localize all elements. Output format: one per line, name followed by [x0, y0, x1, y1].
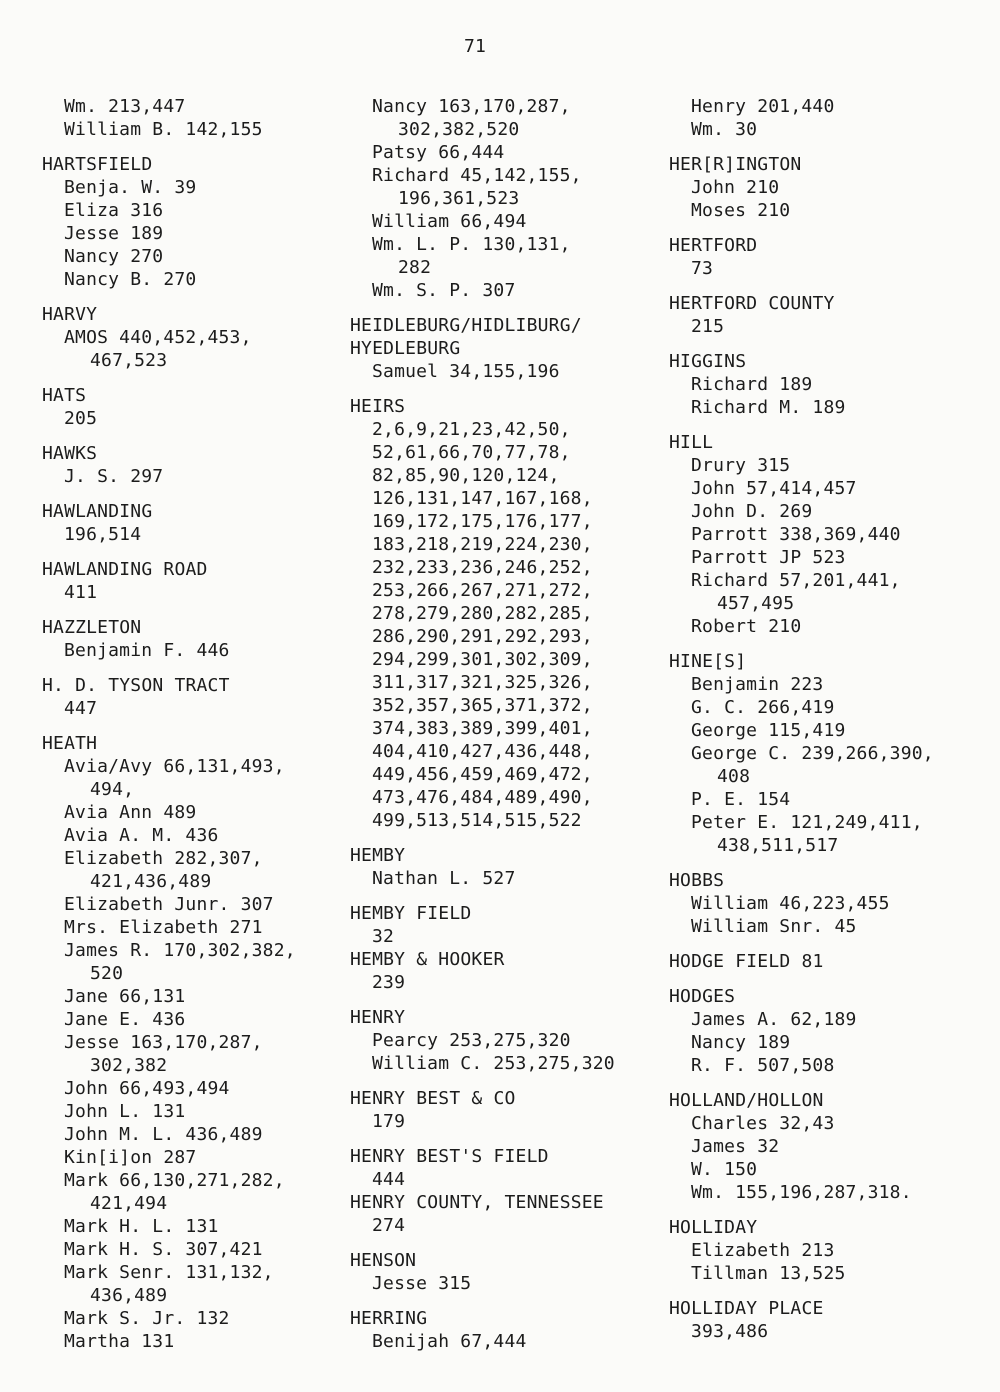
entry-line: Henry 201,440 [691, 96, 835, 117]
entry-heading: HATS [42, 385, 87, 406]
entry-heading: HAWLANDING [42, 501, 153, 522]
entry-heading: H. D. TYSON TRACT [42, 675, 230, 696]
entry-line: Avia/Avy 66,131,493, [64, 756, 285, 777]
index-entry [350, 1145, 650, 1191]
entry-line: 302,382 [90, 1055, 168, 1076]
entry-heading: HOLLAND/HOLLON [669, 1090, 824, 1111]
entry-line: Mrs. Elizabeth 271 [64, 917, 263, 938]
entry-line: Nancy 270 [64, 246, 164, 267]
entry-line: 196,514 [64, 524, 142, 545]
entry-heading: HEMBY & HOOKER [350, 949, 505, 970]
index-entry [669, 350, 969, 419]
entry-line: Jesse 163,170,287, [64, 1032, 263, 1053]
index-column-1 [42, 95, 342, 1365]
entry-heading: HERRING [350, 1308, 428, 1329]
index-entry [669, 869, 969, 938]
entry-heading: HAWLANDING ROAD [42, 559, 208, 580]
entry-line: William 46,223,455 [691, 893, 890, 914]
index-entry [669, 1089, 969, 1204]
entry-line: John D. 269 [691, 501, 813, 522]
entry-line: Drury 315 [691, 455, 791, 476]
index-column-3 [669, 95, 969, 1355]
index-column-2 [350, 95, 650, 1365]
entry-line: Benjamin 223 [691, 674, 824, 695]
entry-heading: HERTFORD [669, 235, 758, 256]
entry-line: 278,279,280,282,285, [372, 603, 593, 624]
entry-line: Wm. S. P. 307 [372, 280, 516, 301]
entry-line: 32 [372, 926, 395, 947]
entry-line: 499,513,514,515,522 [372, 810, 582, 831]
entry-line: 374,383,389,399,401, [372, 718, 593, 739]
entry-heading: HARTSFIELD [42, 154, 153, 175]
index-entry [669, 95, 969, 141]
entry-line: John 57,414,457 [691, 478, 857, 499]
entry-line: Richard 189 [691, 374, 813, 395]
entry-line: Jane 66,131 [64, 986, 186, 1007]
index-entry [669, 234, 969, 280]
entry-line: Nancy 163,170,287, [372, 96, 571, 117]
index-entry [42, 674, 342, 720]
entry-line: William 66,494 [372, 211, 527, 232]
entry-line: W. 150 [691, 1159, 758, 1180]
entry-heading: HEIDLEBURG/HIDLIBURG/ HYEDLEBURG [350, 315, 582, 359]
entry-line: 436,489 [90, 1285, 168, 1306]
entry-line: Jesse 315 [372, 1273, 472, 1294]
index-entry [669, 292, 969, 338]
index-entry [669, 1216, 969, 1285]
entry-line: Eliza 316 [64, 200, 164, 221]
entry-line: 286,290,291,292,293, [372, 626, 593, 647]
entry-line: AMOS 440,452,453, [64, 327, 252, 348]
entry-line: James 32 [691, 1136, 780, 1157]
entry-line: George 115,419 [691, 720, 846, 741]
entry-line: 444 [372, 1169, 406, 1190]
entry-line: Nathan L. 527 [372, 868, 516, 889]
index-entry [350, 1087, 650, 1133]
entry-line: 438,511,517 [717, 835, 839, 856]
entry-line: Patsy 66,444 [372, 142, 505, 163]
entry-line: 449,456,459,469,472, [372, 764, 593, 785]
entry-line: 196,361,523 [398, 188, 520, 209]
entry-line: Elizabeth 213 [691, 1240, 835, 1261]
entry-line: Richard M. 189 [691, 397, 846, 418]
entry-heading: HER[R]INGTON [669, 154, 802, 175]
entry-line: Avia A. M. 436 [64, 825, 219, 846]
entry-line: Pearcy 253,275,320 [372, 1030, 571, 1051]
index-entry [42, 558, 342, 604]
entry-heading: HIGGINS [669, 351, 747, 372]
index-entry [669, 1297, 969, 1343]
entry-heading: HENRY [350, 1007, 406, 1028]
entry-line: 169,172,175,176,177, [372, 511, 593, 532]
entry-line: Tillman 13,525 [691, 1263, 846, 1284]
entry-line: Mark 66,130,271,282, [64, 1170, 285, 1191]
entry-line: William B. 142,155 [64, 119, 263, 140]
entry-line: 467,523 [90, 350, 168, 371]
index-entry [42, 303, 342, 372]
entry-line: Peter E. 121,249,411, [691, 812, 923, 833]
entry-heading: HEMBY [350, 845, 406, 866]
entry-line: 232,233,236,246,252, [372, 557, 593, 578]
entry-line: Parrott JP 523 [691, 547, 846, 568]
entry-line: P. E. 154 [691, 789, 791, 810]
entry-line: Nancy B. 270 [64, 269, 197, 290]
entry-line: 411 [64, 582, 98, 603]
entry-line: 352,357,365,371,372, [372, 695, 593, 716]
entry-line: 311,317,321,325,326, [372, 672, 593, 693]
index-entry [42, 500, 342, 546]
entry-line: James R. 170,302,382, [64, 940, 296, 961]
entry-line: Elizabeth Junr. 307 [64, 894, 274, 915]
entry-line: Mark H. S. 307,421 [64, 1239, 263, 1260]
entry-heading: HOLLIDAY [669, 1217, 758, 1238]
entry-line: Jane E. 436 [64, 1009, 186, 1030]
entry-line: 520 [90, 963, 124, 984]
entry-heading: HEATH [42, 733, 98, 754]
entry-line: Robert 210 [691, 616, 802, 637]
index-entry [42, 153, 342, 291]
index-entry [350, 1307, 650, 1353]
entry-line: 393,486 [691, 1321, 769, 1342]
entry-line: 239 [372, 972, 406, 993]
entry-line: James A. 62,189 [691, 1009, 857, 1030]
entry-line: 126,131,147,167,168, [372, 488, 593, 509]
entry-line: John 66,493,494 [64, 1078, 230, 1099]
entry-heading: HENSON [350, 1250, 417, 1271]
entry-heading: HENRY COUNTY, TENNESSEE [350, 1192, 604, 1213]
entry-line: Benijah 67,444 [372, 1331, 527, 1352]
entry-line: 82,85,90,120,124, [372, 465, 560, 486]
entry-heading: HINE[S] [669, 651, 747, 672]
entry-line: 457,495 [717, 593, 795, 614]
entry-line: Benjamin F. 446 [64, 640, 230, 661]
entry-line: Kin[i]on 287 [64, 1147, 197, 1168]
entry-line: 473,476,484,489,490, [372, 787, 593, 808]
index-entry [42, 732, 342, 1353]
entry-line: Wm. 213,447 [64, 96, 186, 117]
entry-heading: HOLLIDAY PLACE [669, 1298, 824, 1319]
index-entry [42, 95, 342, 141]
entry-heading: HERTFORD COUNTY [669, 293, 835, 314]
entry-line: Parrott 338,369,440 [691, 524, 901, 545]
entry-line: 215 [691, 316, 725, 337]
entry-line: Wm. 155,196,287,318. [691, 1182, 912, 1203]
index-entry [350, 1006, 650, 1075]
index-entry [669, 153, 969, 222]
index-entry [350, 844, 650, 890]
index-entry [350, 95, 650, 302]
entry-line: 421,494 [90, 1193, 168, 1214]
entry-line: Jesse 189 [64, 223, 164, 244]
index-entry [669, 650, 969, 857]
entry-line: Samuel 34,155,196 [372, 361, 560, 382]
entry-heading: HODGES [669, 986, 736, 1007]
index-entry [669, 985, 969, 1077]
entry-line: 253,266,267,271,272, [372, 580, 593, 601]
entry-line: Mark Senr. 131,132, [64, 1262, 274, 1283]
entry-line: Mark H. L. 131 [64, 1216, 219, 1237]
entry-line: Richard 45,142,155, [372, 165, 582, 186]
entry-heading: HEIRS [350, 396, 406, 417]
index-entry [350, 1249, 650, 1295]
entry-line: William Snr. 45 [691, 916, 857, 937]
entry-line: 494, [90, 779, 135, 800]
index-entry [350, 902, 650, 948]
entry-line: Avia Ann 489 [64, 802, 197, 823]
index-entry [42, 384, 342, 430]
index-entry [42, 442, 342, 488]
entry-line: R. F. 507,508 [691, 1055, 835, 1076]
entry-line: George C. 239,266,390, [691, 743, 934, 764]
entry-line: Moses 210 [691, 200, 791, 221]
entry-heading: HEMBY FIELD [350, 903, 472, 924]
entry-line: John M. L. 436,489 [64, 1124, 263, 1145]
entry-line: Mark S. Jr. 132 [64, 1308, 230, 1329]
entry-line: Wm. L. P. 130,131, [372, 234, 571, 255]
entry-heading: HARVY [42, 304, 98, 325]
entry-line: 274 [372, 1215, 406, 1236]
entry-line: 183,218,219,224,230, [372, 534, 593, 555]
entry-line: 421,436,489 [90, 871, 212, 892]
entry-line: Nancy 189 [691, 1032, 791, 1053]
entry-heading: HENRY BEST & CO [350, 1088, 516, 1109]
entry-heading: HAZZLETON [42, 617, 142, 638]
entry-line: 302,382,520 [398, 119, 520, 140]
entry-line: Richard 57,201,441, [691, 570, 901, 591]
entry-heading: HENRY BEST'S FIELD [350, 1146, 549, 1167]
index-entry [350, 948, 650, 994]
index-entry [669, 950, 969, 973]
entry-heading: HODGE FIELD 81 [669, 951, 824, 972]
entry-line: 205 [64, 408, 98, 429]
entry-line: 2,6,9,21,23,42,50, [372, 419, 571, 440]
entry-heading: HILL [669, 432, 714, 453]
entry-line: 294,299,301,302,309, [372, 649, 593, 670]
entry-line: J. S. 297 [64, 466, 164, 487]
index-entry [669, 431, 969, 638]
entry-heading: HOBBS [669, 870, 725, 891]
entry-line: 73 [691, 258, 714, 279]
index-entry [350, 395, 650, 832]
entry-line: Martha 131 [64, 1331, 175, 1352]
entry-line: 52,61,66,70,77,78, [372, 442, 571, 463]
index-entry [350, 1191, 650, 1237]
index-entry [350, 314, 650, 383]
entry-line: 282 [398, 257, 432, 278]
page-number: 71 [464, 36, 487, 57]
entry-line: Charles 32,43 [691, 1113, 835, 1134]
entry-line: John 210 [691, 177, 780, 198]
entry-heading: HAWKS [42, 443, 98, 464]
entry-line: 404,410,427,436,448, [372, 741, 593, 762]
entry-line: John L. 131 [64, 1101, 186, 1122]
entry-line: 447 [64, 698, 98, 719]
index-entry [42, 616, 342, 662]
entry-line: G. C. 266,419 [691, 697, 835, 718]
entry-line: 408 [717, 766, 751, 787]
entry-line: William C. 253,275,320 [372, 1053, 615, 1074]
entry-line: 179 [372, 1111, 406, 1132]
entry-line: Wm. 30 [691, 119, 758, 140]
entry-line: Elizabeth 282,307, [64, 848, 263, 869]
entry-line: Benja. W. 39 [64, 177, 197, 198]
